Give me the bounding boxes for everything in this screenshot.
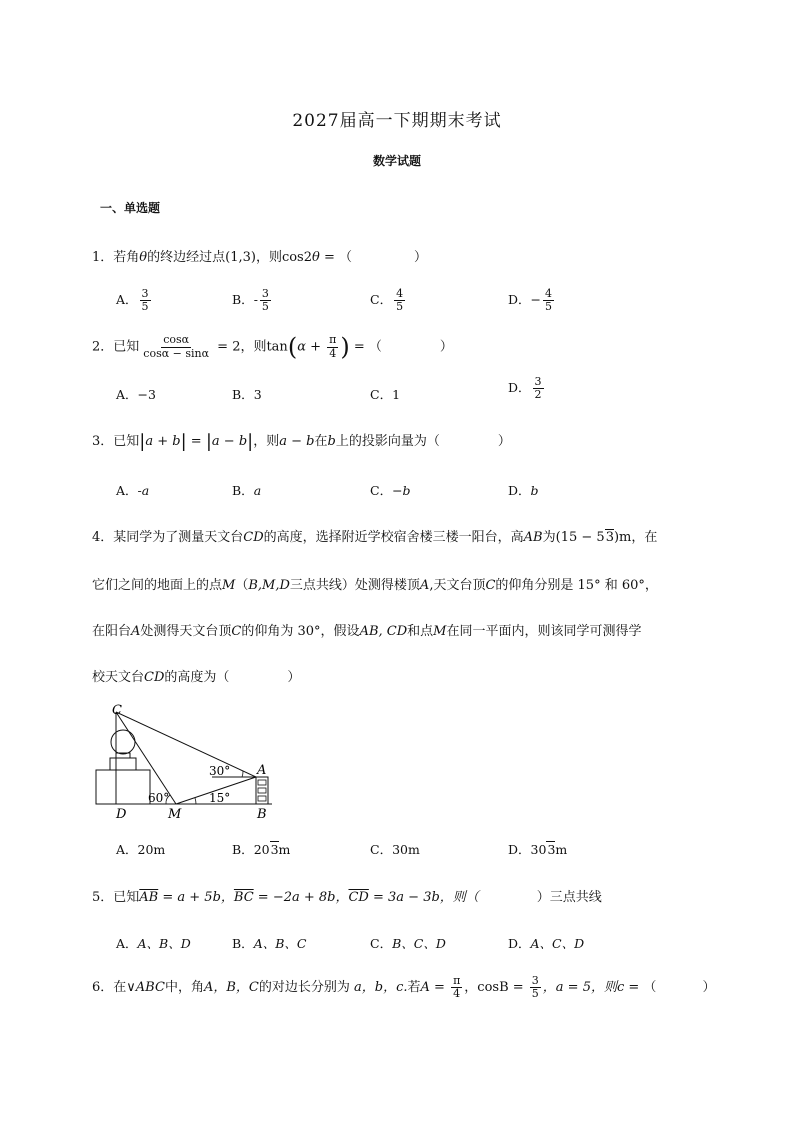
question-5: 5．已知$\overline{AB} = a + 5b$，$\overline{BC} = -2a + 8b$，$\overline{CD} = 3a - 3b$，则（ ）三点共线 [92, 890, 602, 905]
section-heading: 一、单选题 [100, 201, 161, 215]
q1-option-d[interactable]: D．− $\frac{4}{5}$ [508, 287, 553, 314]
observatory-middle [110, 758, 136, 770]
question-4-line-1: 4．某同学为了测量天文台CD的高度，选择附近学校宿舍楼三楼一阳台，高AB为(15 − 53)m，在 [92, 530, 658, 545]
q4-option-d[interactable]: D．303m [508, 842, 568, 857]
q4-geometry-figure [92, 700, 282, 824]
label-angle-30: 30° [209, 764, 231, 778]
q5-option-c[interactable]: C．B、C、D [370, 936, 446, 951]
label-a: A [257, 763, 267, 778]
question-2: 2．已知 $\frac{\cos\alpha}{\cos\alpha - \sin\alpha}$ = 2，则tan(α + $\frac{\pi}{4}$ ) = （ ） [92, 333, 453, 361]
q2-option-d[interactable]: D． $\frac{3}{2}$ [508, 375, 542, 402]
q1-option-b[interactable]: B．- $\frac{3}{5}$ [232, 287, 269, 314]
question-6: 6．在∨ABC中，角A，B，C的对边长分别为 a，b，c.若A = $\frac{\pi}{4}$ ，cosB = $\frac{3}{5}$ ，a = 5，则c = （ ） [92, 974, 716, 1001]
q5-option-d[interactable]: D．A、C、D [508, 936, 585, 951]
q1-option-c[interactable]: C． $\frac{4}{5}$ [370, 287, 404, 314]
question-4-line-3: 在阳台A处测得天文台顶C的仰角为 30°，假设AB, CD和点M在同一平面内，则该同学可测得学 [92, 624, 642, 639]
question-1: 1．若角θ的终边经过点(1,3)，则cos2θ = （ ） [92, 250, 428, 265]
q2-option-a[interactable]: A．−3 [116, 387, 156, 402]
label-b: B [257, 807, 267, 822]
label-c: C [112, 703, 122, 718]
q2-option-b[interactable]: B．3 [232, 387, 262, 402]
q1-option-a[interactable]: A． $\frac{3}{5}$ [116, 287, 149, 314]
question-3: 3．已知|a + b| = |a − b|，则a − b在b上的投影向量为（ ） [92, 431, 511, 452]
q3-option-d[interactable]: D．b [508, 483, 539, 498]
question-4-line-4: 校天文台CD的高度为（ ） [92, 670, 301, 685]
q3-option-c[interactable]: C．−b [370, 483, 411, 498]
observatory-dome [111, 730, 135, 754]
label-angle-15: 15° [209, 791, 231, 805]
observatory-base [96, 770, 150, 804]
q4-option-a[interactable]: A．20m [116, 842, 166, 857]
q4-option-b[interactable]: B．203m [232, 842, 291, 857]
exam-title: 2027届高一下期期末考试 [292, 111, 502, 131]
q3-option-a[interactable]: A．-a [116, 483, 150, 498]
q5-option-b[interactable]: B．A、B、C [232, 936, 307, 951]
q4-option-c[interactable]: C．30m [370, 842, 420, 857]
q2-option-c[interactable]: C．1 [370, 387, 401, 402]
q5-option-a[interactable]: A．A、B、D [116, 936, 191, 951]
exam-subtitle: 数学试题 [372, 154, 421, 168]
label-m: M [168, 807, 182, 822]
question-4-line-2: 它们之间的地面上的点M（B,M,D三点共线）处测得楼顶A,天文台顶C的仰角分别是 15° 和 60°， [92, 578, 658, 593]
label-angle-60: 60° [148, 791, 170, 805]
q3-option-b[interactable]: B．a [232, 483, 262, 498]
label-d: D [116, 807, 127, 822]
